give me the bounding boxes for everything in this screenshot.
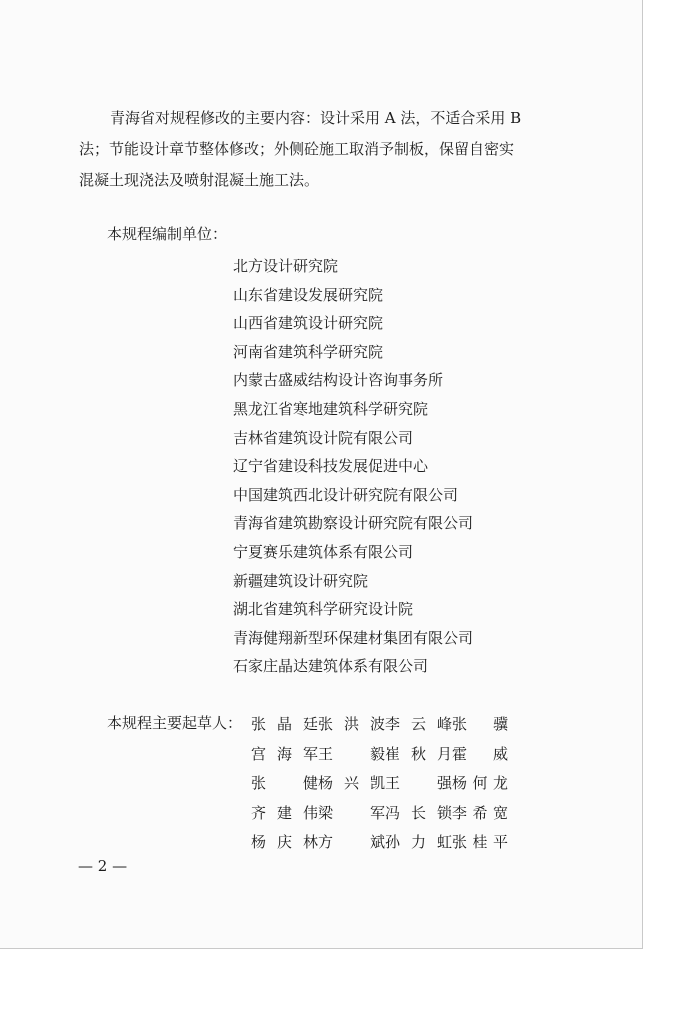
intro-line-1: 青海省对规程修改的主要内容：设计采用 A 法，不适合采用 B <box>110 109 522 127</box>
unit-item: 宁夏赛乐建筑体系有限公司 <box>233 542 414 561</box>
drafters-label: 本规程主要起草人： <box>107 714 243 732</box>
intro-line-2: 法；节能设计章节整体修改；外侧砼施工取消予制板，保留自密实 <box>79 140 515 158</box>
drafter-name: 孙力虹 <box>385 833 452 851</box>
drafter-name: 杨庆林 <box>251 833 318 851</box>
drafter-name: 崔秋月 <box>385 744 452 763</box>
drafter-name: 李云峰 <box>385 715 452 733</box>
drafters-row <box>251 828 508 858</box>
drafter-name: 方 斌 <box>318 833 385 851</box>
drafter-name: 张洪波 <box>318 715 385 733</box>
unit-item: 辽宁省建设科技发展促进中心 <box>233 457 429 476</box>
drafter-name: 杨兴凯 <box>318 774 385 792</box>
page-number: — 2 — <box>78 857 128 875</box>
drafter-name: 梁 军 <box>318 803 385 822</box>
drafter-name: 张桂平 <box>452 833 508 851</box>
units-list <box>233 252 473 681</box>
drafters-row <box>251 769 508 799</box>
drafter-name: 宫海军 <box>251 744 318 763</box>
drafter-name: 杨何龙 <box>452 774 508 792</box>
drafter-name: 冯长锁 <box>385 803 452 822</box>
drafter-name: 齐建伟 <box>251 803 318 822</box>
drafter-name: 张晶廷 <box>251 715 318 733</box>
drafters-row <box>251 740 508 770</box>
unit-item: 山东省建设发展研究院 <box>233 285 384 304</box>
unit-item: 青海健翔新型环保建材集团有限公司 <box>233 628 474 647</box>
drafter-name: 王 强 <box>385 774 452 792</box>
drafter-name: 霍 威 <box>452 744 508 763</box>
unit-item: 黑龙江省寒地建筑科学研究院 <box>233 399 429 418</box>
intro-paragraph <box>79 103 575 196</box>
unit-item: 吉林省建筑设计院有限公司 <box>233 428 414 447</box>
drafters-row <box>251 710 508 740</box>
drafters-grid <box>251 710 508 858</box>
unit-item: 新疆建筑设计研究院 <box>233 571 369 590</box>
unit-item: 湖北省建筑科学研究设计院 <box>233 600 414 619</box>
unit-item: 河南省建筑科学研究院 <box>233 342 384 361</box>
drafters-row <box>251 799 508 829</box>
intro-line-3: 混凝土现浇法及喷射混凝土施工法。 <box>79 171 320 189</box>
drafter-name: 张 骥 <box>452 715 508 733</box>
units-heading: 本规程编制单位： <box>107 225 228 243</box>
unit-item: 中国建筑西北设计研究院有限公司 <box>233 485 459 504</box>
unit-item: 石家庄晶达建筑体系有限公司 <box>233 657 429 676</box>
unit-item: 山西省建筑设计研究院 <box>233 314 384 333</box>
unit-item: 青海省建筑勘察设计研究院有限公司 <box>233 514 474 533</box>
unit-item: 内蒙古盛威结构设计咨询事务所 <box>233 371 444 390</box>
drafter-name: 王 毅 <box>318 744 385 763</box>
unit-item: 北方设计研究院 <box>233 257 339 275</box>
drafter-name: 张 健 <box>251 774 318 792</box>
drafter-name: 李希宽 <box>452 803 508 822</box>
